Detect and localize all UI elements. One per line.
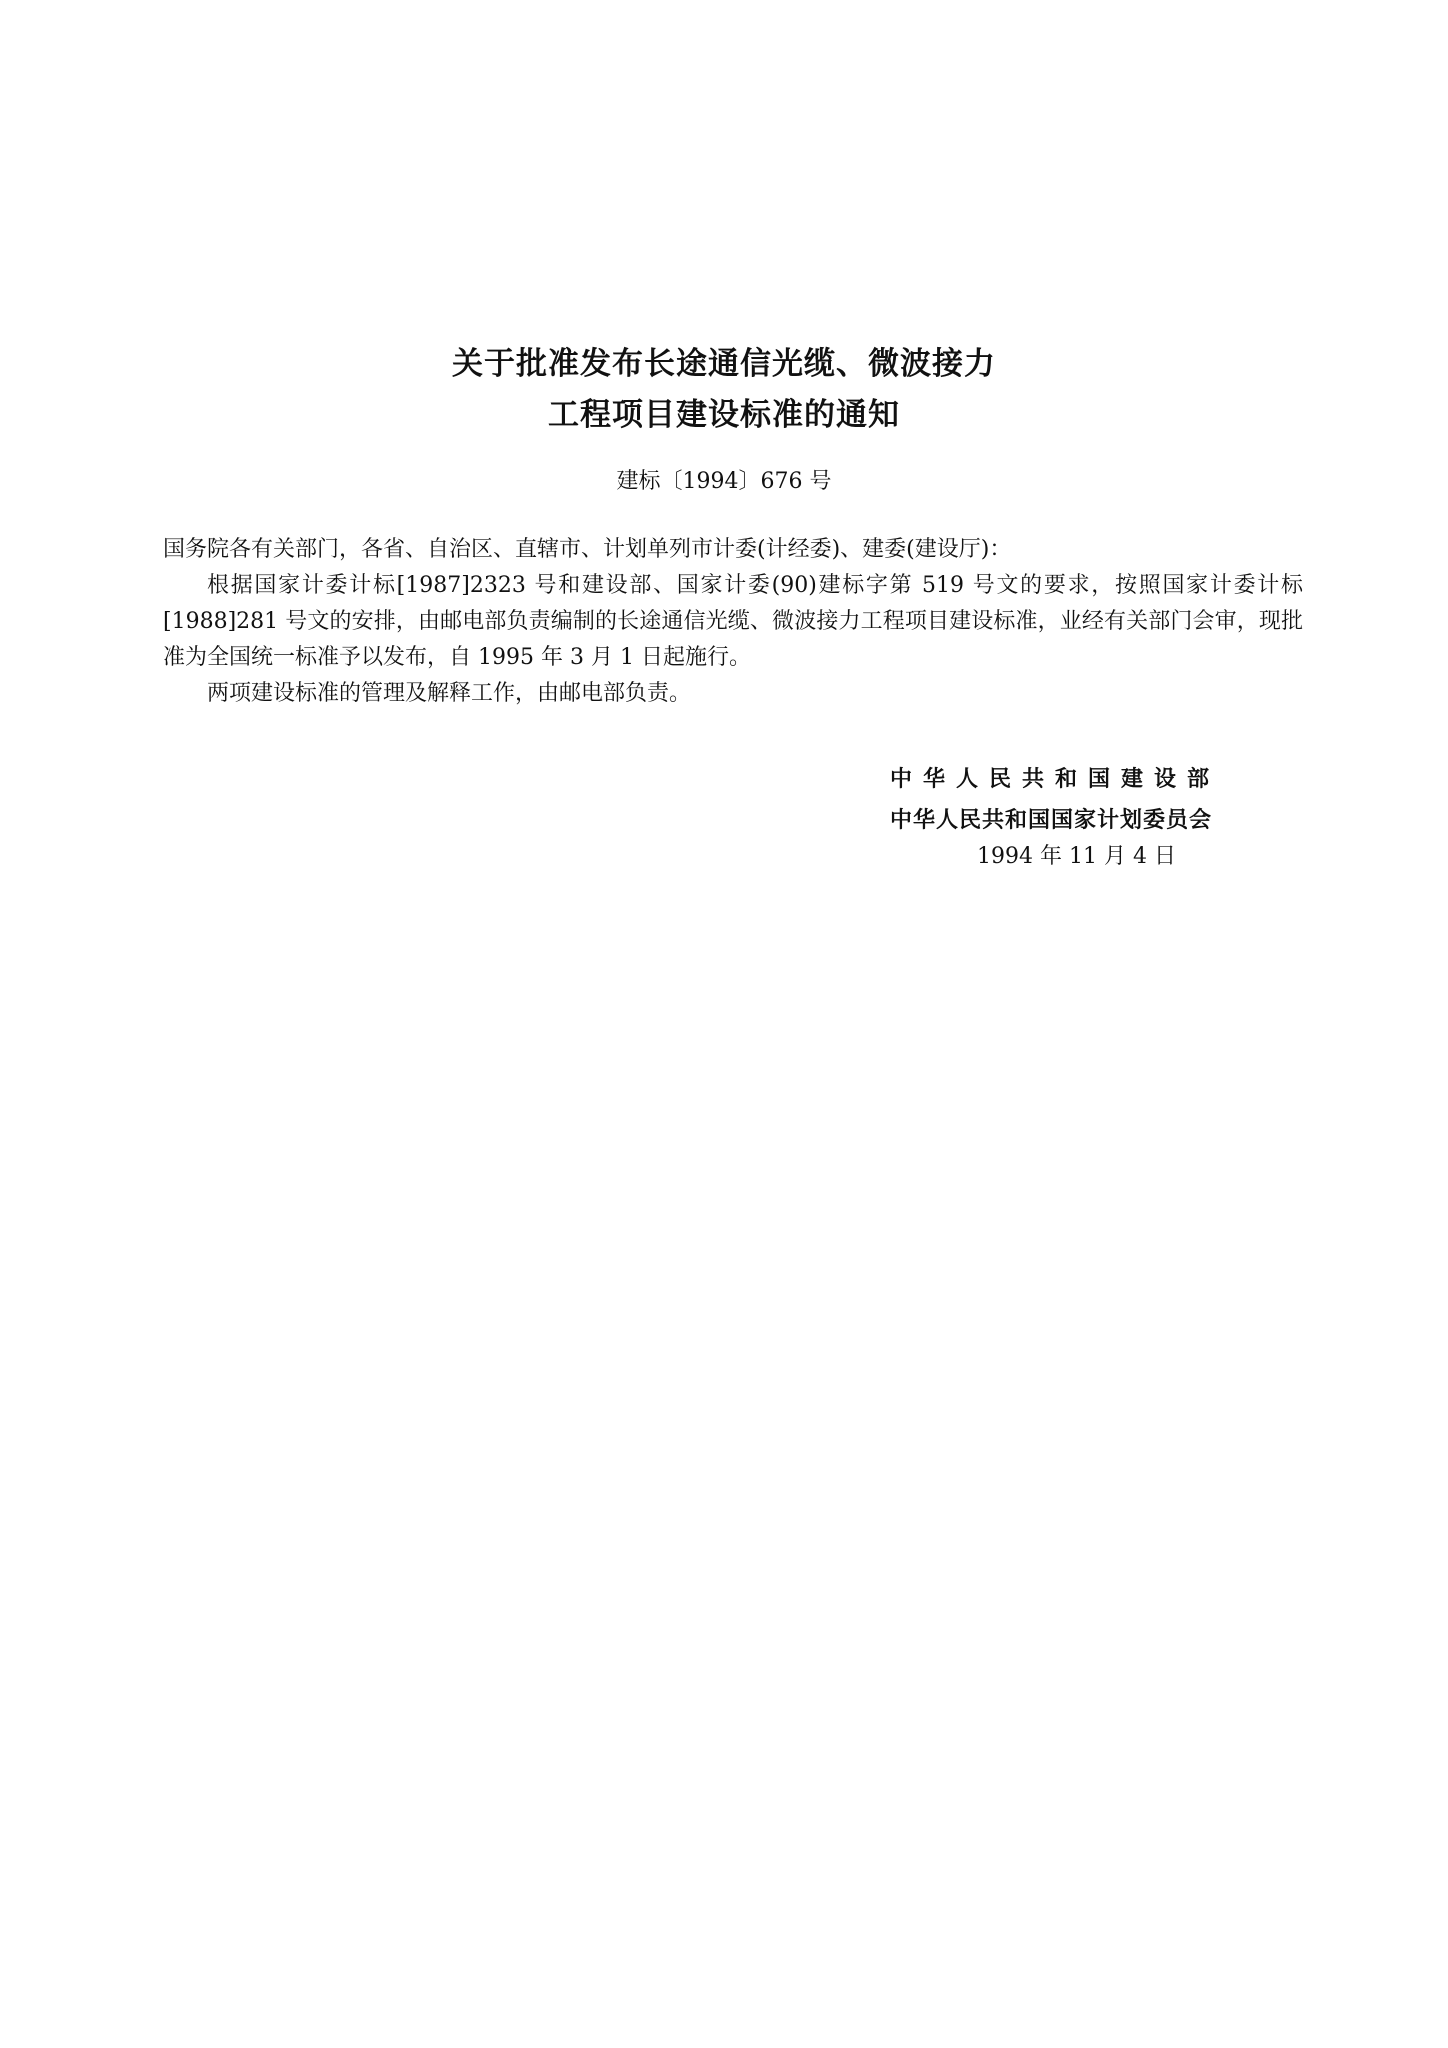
document-title-line-1: 关于批准发布长途通信光缆、微波接力 (452, 346, 996, 382)
body-paragraph-1: 根据国家计委计标[1987]2323 号和建设部、国家计委(90)建标字第 519 号文的要求，按照国家计委计标[1988]281 号文的安排，由邮电部负责编制的长途通信光缆、微波接力工程项目建设标准，业经有关部门会审，现批准为全国统一标准予以发布，自 1995 年 3 月 1 日起施行。 (163, 573, 1303, 670)
document-body (163, 532, 1303, 712)
issue-date: 1994 年 11 月 4 日 (977, 844, 1176, 869)
signatory-ministry-of-construction: 中华人民共和国建设部 (890, 767, 1221, 792)
signatory-state-planning-commission: 中华人民共和国国家计划委员会 (890, 808, 1213, 833)
addressee-line: 国务院各有关部门，各省、自治区、直辖市、计划单列市计委(计经委)、建委(建设厅)： (163, 537, 1012, 562)
document-title-line-2: 工程项目建设标准的通知 (548, 397, 900, 433)
body-paragraph-2: 两项建设标准的管理及解释工作，由邮电部负责。 (207, 681, 692, 706)
document-number: 建标〔1994〕676 号 (616, 469, 832, 494)
